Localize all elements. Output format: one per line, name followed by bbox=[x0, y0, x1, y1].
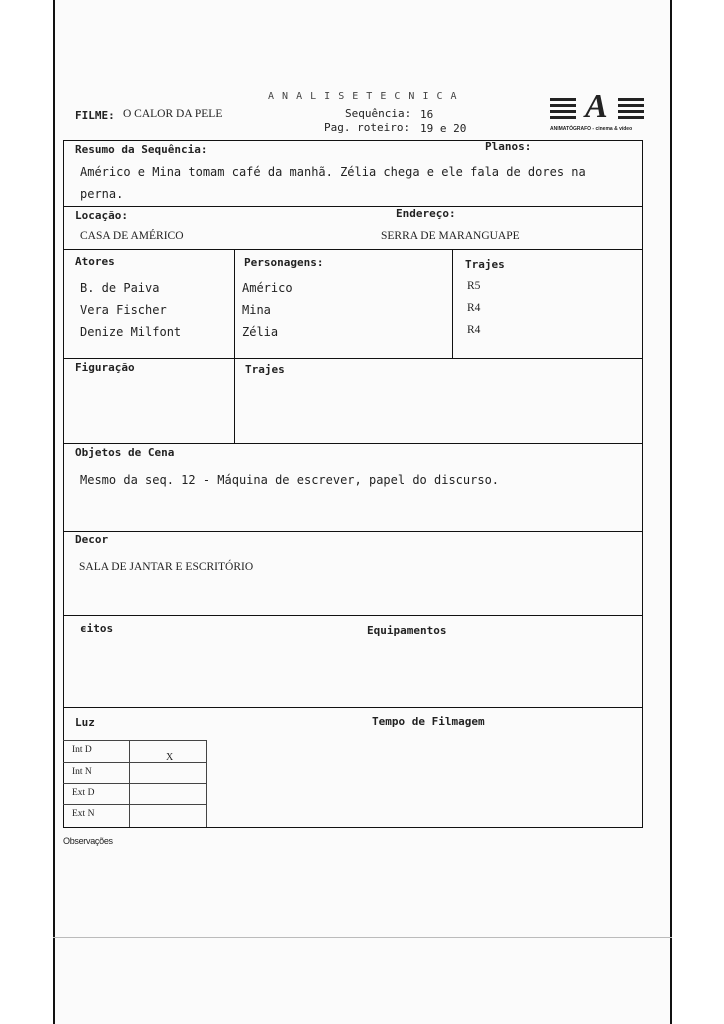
equipamentos-label: Equipamentos bbox=[367, 624, 447, 637]
sequencia-value: 16 bbox=[420, 108, 434, 121]
divider-decor bbox=[63, 531, 643, 532]
luz-row-int-d: Int D bbox=[72, 745, 92, 755]
endereco-label: Endereço: bbox=[396, 207, 456, 220]
luz-label: Luz bbox=[75, 716, 95, 729]
figuracao-label: Figuração bbox=[75, 361, 135, 374]
personagem-2: Mina bbox=[242, 303, 271, 317]
form-title: A N A L I S E T E C N I C A bbox=[268, 91, 458, 102]
cast-divider-2 bbox=[452, 249, 453, 359]
pag-roteiro-label: Pag. roteiro: bbox=[324, 121, 411, 134]
figuracao-trajes-label: Trajes bbox=[245, 363, 285, 376]
animatografo-logo bbox=[550, 88, 645, 134]
ator-1: B. de Paiva bbox=[80, 281, 160, 295]
table-bottom-border bbox=[63, 827, 643, 828]
cast-divider-1 bbox=[234, 249, 235, 444]
divider-objetos bbox=[63, 443, 643, 444]
objetos-text: Mesmo da seq. 12 - Máquina de escrever, papel do discurso. bbox=[80, 473, 500, 487]
resumo-text-line1: Américo e Mina tomam café da manhã. Zélia chega e ele fala de dores na bbox=[80, 165, 586, 179]
pag-roteiro-value: 19 e 20 bbox=[420, 122, 467, 135]
efeitos-label: ϵitos bbox=[80, 622, 114, 635]
divider-efeitos bbox=[63, 615, 643, 616]
luz-grid-top bbox=[63, 740, 206, 741]
personagem-3: Zélia bbox=[242, 325, 279, 339]
sequencia-label: Sequência: bbox=[345, 107, 412, 120]
ator-3: Denize Milfont bbox=[80, 325, 182, 339]
luz-grid-col-divider bbox=[129, 740, 130, 827]
page-crease bbox=[53, 937, 672, 938]
filme-label: FILME: bbox=[75, 109, 115, 122]
table-right-border bbox=[642, 140, 643, 828]
luz-grid-line-2 bbox=[63, 783, 206, 784]
divider-figuracao bbox=[63, 358, 643, 359]
decor-text: SALA DE JANTAR E ESCRITÓRIO bbox=[79, 561, 254, 573]
luz-grid-line-3 bbox=[63, 804, 206, 805]
planos-label: Planos: bbox=[485, 140, 532, 153]
locacao-value: CASA DE AMÉRICO bbox=[80, 230, 184, 242]
traje-1: R5 bbox=[467, 280, 481, 292]
divider-locacao bbox=[63, 206, 643, 207]
personagem-1: Américo bbox=[242, 281, 293, 295]
resumo-label: Resumo da Sequência: bbox=[75, 143, 208, 156]
endereco-value: SERRA DE MARANGUAPE bbox=[381, 230, 520, 242]
traje-2: R4 bbox=[467, 302, 481, 314]
traje-3: R4 bbox=[467, 324, 481, 336]
table-left-border bbox=[63, 140, 64, 828]
locacao-label: Locação: bbox=[75, 209, 128, 222]
resumo-text-line2: perna. bbox=[80, 187, 124, 201]
divider-cast bbox=[63, 249, 643, 250]
luz-row-int-n: Int N bbox=[72, 767, 92, 777]
trajes-label: Trajes bbox=[465, 258, 505, 271]
decor-label: Decor bbox=[75, 533, 109, 546]
luz-row-ext-d: Ext D bbox=[72, 788, 95, 798]
luz-grid-line-1 bbox=[63, 762, 206, 763]
logo-caption: ANIMATÓGRAFO - cinema & vídeo bbox=[550, 126, 633, 132]
observacoes-label: Observações bbox=[63, 836, 113, 846]
objetos-label: Objetos de Cena bbox=[75, 446, 175, 459]
divider-luz bbox=[63, 707, 643, 708]
filme-value: O CALOR DA PELE bbox=[123, 108, 223, 120]
logo-letter: A bbox=[585, 88, 608, 125]
tempo-filmagem-label: Tempo de Filmagem bbox=[372, 715, 485, 728]
ator-2: Vera Fischer bbox=[80, 303, 167, 317]
luz-grid-right bbox=[206, 740, 207, 827]
atores-label: Atores bbox=[75, 255, 115, 268]
table-top-border bbox=[63, 140, 643, 141]
luz-row-ext-n: Ext N bbox=[72, 809, 95, 819]
personagens-label: Personagens: bbox=[244, 256, 324, 269]
luz-mark-int-d: X bbox=[166, 752, 174, 763]
